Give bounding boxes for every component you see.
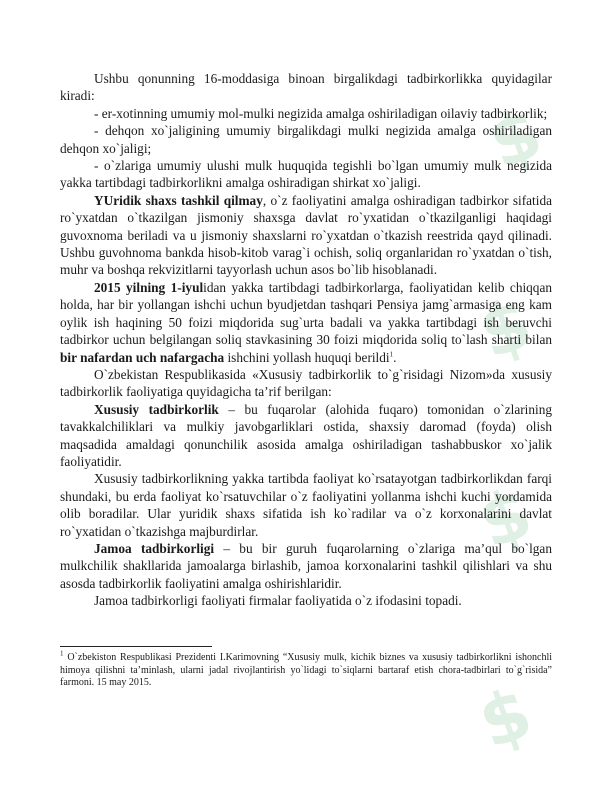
footnote <box>60 649 552 690</box>
svg-text:$: $ <box>478 91 553 186</box>
term-collective-entrepreneurship: Jamoa tadbirkorligi <box>94 540 215 556</box>
paragraph-intro: Ushbu qonunning 16-moddasiga binoan birgalikdagi tadbirkorlikka quyidagilar kiradi: <box>60 71 552 104</box>
svg-text:$: $ <box>468 671 543 766</box>
document-body <box>60 70 552 610</box>
footnote-text: O`zbekiston Respublikasi Prezidenti I.Karimovning “Xususiy mulk, kichik biznes va xususiy tadbirkorlikni ishonchli himoya qilishni ta’minlash, ularni jadal rivojlantirish yo`lidagi to`siqlarni bartaraf etish chora-tadbirlari to`g`risida” farmoni. 15 may 2015. <box>60 652 552 688</box>
paragraph-text: ishchini yollash huquqi berildi <box>224 349 390 365</box>
paragraph-private-difference: Xususiy tadbirkorlikning yakka tartibda faoliyat ko`rsatayotgan tadbirkorlikdan farqi shundaki, bu erda faoliyat ko`rsatuvchilar o`z faoliyatini yollanma ishchi kuchi yordamida olib boradilar. Ular yuridik shaxs sifatida ish ko`radilar va o`z korxonalarini davlat ro`yxatidan o`tkazishga majburdirlar. <box>60 471 552 539</box>
date-highlight: 2015 yilning 1-iyul <box>94 279 204 295</box>
paragraph-text: . <box>393 349 397 365</box>
paragraph-individual-entrepreneur <box>60 192 552 279</box>
paragraph-text: idan yakka tartibdagi tadbirkorlarga, faoliyatidan kelib chiqqan holda, har bir yollangan ishchi uchun byudjetdan tashqari Pensiya jamg`armasiga eng kam oylik ish haqining 50 foizi miqdorida sug`urta badali va yakka tartibdagi ish beruvchi tadbirkor uchun belgilangan soliq stavkasining 30 foizi miqdorida soliq to`lash sharti bilan <box>60 279 553 348</box>
paragraph-2015-rule <box>60 279 552 366</box>
footnote-divider <box>60 646 212 647</box>
svg-text:$: $ <box>468 281 543 376</box>
paragraph-text: – bu fuqarolar (alohida fuqaro) tomonidan o`zlarining tavakkalchiliklari va mulkiy javobgarliklari ostida, shaxsiy daromad (foyda) olish maqsadida amaldagi qonunchilik asosida amalga oshiriladigan tashabbuskor xo`jalik faoliyatidir. <box>60 401 552 469</box>
paragraph-collective-definition <box>60 540 552 592</box>
list-item-shirkat: - o`zlariga umumiy ulushi mulk huquqida tegishli bo`lgan umumiy mulk negizida yakka tartibdagi tadbirkorlikni amalga oshiradigan shirkat xo`jaligi. <box>60 158 552 191</box>
footnote-marker: 1 <box>60 649 64 658</box>
worker-count-highlight: bir nafardan uch nafargacha <box>60 349 225 365</box>
term-private-entrepreneurship: Xususiy tadbirkorlik <box>94 401 219 417</box>
footnote-reference: 1 <box>389 350 394 359</box>
paragraph-text: – bu bir guruh fuqarolarning o`zlariga ma’qul bo`lgan mulkchilik shakllarida jamoalarga birlashib, jamoa korxonalarini tashkil qilishlari va shu asosda tadbirkorlik faoliyatini amalga oshirishlaridir. <box>60 540 552 591</box>
term-no-legal-entity: YUridik shaxs tashkil qilmay <box>94 192 263 208</box>
list-item-dehqon: - dehqon xo`jaligining umumiy birgalikdagi mulki negizida amalga oshiriladigan dehqon xo`jaligi; <box>60 123 552 156</box>
paragraph-text: , o`z faoliyatini amalga oshiradigan tadbirkor sifatida ro`yxatdan o`tkazilgan jismoniy shaxsga davlat ro`yxatidan o`tkazilganligi haqidagi guvoxnoma beriladi va u jismoniy shaxslarni ro`yxatdan o`tkazish reestrida qayd qilinadi. Ushbu guvohnoma bankda hisob-kitob varag`i ochish, soliq organlaridan ro`yxatdan o`tish, muhr va boshqa rekvizitlarni tayyorlash uchun asos bo`lib hisoblanadi. <box>60 192 552 278</box>
paragraph-private-definition <box>60 401 552 471</box>
list-item-family: - er-xotinning umumiy mol-mulki negizida amalga oshiriladigan oilaviy tadbirkorlik; <box>94 105 548 121</box>
svg-text:$: $ <box>468 471 543 566</box>
paragraph-nizom: O`zbekistan Respublikasida «Xususiy tadbirkorlik to`g`risidagi Nizom»da xususiy tadbirkorlik faoliyatiga quyidagicha ta’rif berilgan: <box>60 366 552 400</box>
paragraph-collective-firms: Jamoa tadbirkorligi faoliyati firmalar faoliyatida o`z ifodasini topadi. <box>94 593 462 609</box>
